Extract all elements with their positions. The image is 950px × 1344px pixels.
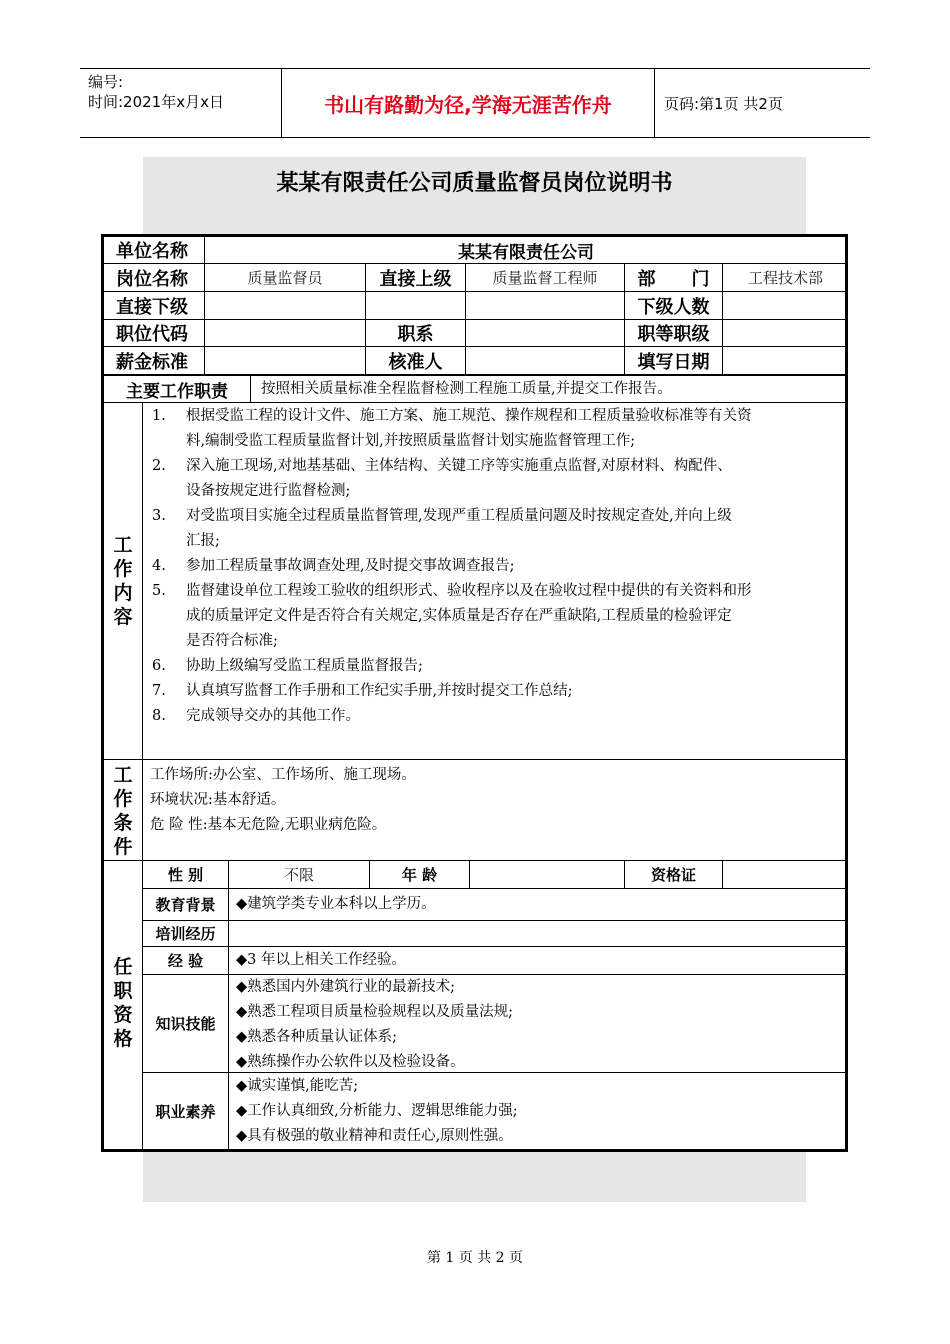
experience-label: 经 验 xyxy=(167,952,204,970)
item-text-line: 汇报; xyxy=(186,533,220,549)
vertical-label-char: 资 xyxy=(113,1004,133,1026)
page-footer: 第 1 页 共 2 页 xyxy=(426,1250,524,1266)
gender-value: 不限 xyxy=(283,866,314,884)
main-duty-label: 主要工作职责 xyxy=(126,381,228,402)
item-text-line: 成的质量评定文件是否符合有关规定,实体质量是否存在严重缺陷,工程质量的检验评定 xyxy=(186,608,732,624)
work-content-list xyxy=(148,404,844,729)
vertical-label-char: 条 xyxy=(113,812,133,834)
work-content-item xyxy=(148,654,844,679)
age-label: 年 龄 xyxy=(401,866,438,884)
vertical-label-char: 任 xyxy=(113,956,133,978)
item-text-line: 认真填写监督工作手册和工作纪实手册,并按时提交工作总结; xyxy=(186,683,573,699)
knowledge-item: ◆熟悉工程项目质量检验规程以及质量法规; xyxy=(236,1004,514,1020)
item-number: 6. xyxy=(152,658,166,674)
superior-label: 直接上级 xyxy=(379,268,452,290)
vertical-label-char: 容 xyxy=(113,606,133,628)
item-text-line: 监督建设单位工程竣工验收的组织形式、验收程序以及在验收过程中提供的有关资料和形 xyxy=(186,583,752,599)
date-label: 填写日期 xyxy=(637,351,710,373)
item-number: 3. xyxy=(152,508,166,524)
superior-value: 质量监督工程师 xyxy=(492,269,598,287)
age-value xyxy=(470,861,624,888)
vertical-label-char: 内 xyxy=(113,582,133,604)
work-conditions-list xyxy=(150,763,840,838)
vertical-label-char: 格 xyxy=(113,1028,133,1050)
knowledge-item: ◆熟悉国内外建筑行业的最新技术; xyxy=(236,979,456,995)
subordinate-value xyxy=(205,292,624,319)
item-text-line: 是否符合标准; xyxy=(186,633,278,649)
rule xyxy=(104,402,848,403)
item-text-line: 完成领导交办的其他工作。 xyxy=(186,708,360,724)
item-text-line: 协助上级编写受监工程质量监督报告; xyxy=(186,658,423,674)
code-value xyxy=(205,320,365,346)
item-text-line: 参加工程质量事故调查处理,及时提交事故调查报告; xyxy=(186,558,515,574)
vertical-label-char: 作 xyxy=(113,788,133,810)
condition-risk: 危 险 性:基本无危险,无职业病危险。 xyxy=(150,817,387,833)
sub-count-label: 下级人数 xyxy=(637,296,710,318)
unit-name-value: 某某有限责任公司 xyxy=(458,242,594,263)
rule xyxy=(104,1149,142,1151)
work-content-label xyxy=(107,533,139,629)
condition-environment: 环境状况:基本舒适。 xyxy=(150,792,286,808)
header-motto: 书山有路勤为径,学海无涯苦作舟 xyxy=(282,69,655,137)
salary-value xyxy=(205,347,365,374)
rule xyxy=(250,376,251,402)
approver-label: 核准人 xyxy=(388,351,443,373)
training-label: 培训经历 xyxy=(155,925,216,943)
unit-name-label: 单位名称 xyxy=(116,241,188,262)
dept-label: 部 门 xyxy=(637,268,710,290)
knowledge-item: ◆熟练操作办公软件以及检验设备。 xyxy=(236,1054,465,1070)
approver-value xyxy=(466,347,624,374)
item-number: 2. xyxy=(152,458,166,474)
work-content-item xyxy=(148,679,844,704)
work-conditions-label xyxy=(107,763,139,859)
subordinate-label: 直接下级 xyxy=(116,296,188,318)
item-number: 8. xyxy=(152,708,166,724)
work-content-item xyxy=(148,704,844,729)
qualification-label xyxy=(107,955,139,1051)
rule xyxy=(228,860,229,1149)
work-content-item xyxy=(148,579,844,654)
quality-item: ◆具有极强的敬业精神和责任心,原则性强。 xyxy=(236,1128,513,1144)
item-text-line: 设备按规定进行监督检测; xyxy=(186,483,351,499)
vertical-label-char: 件 xyxy=(113,836,133,858)
date-value xyxy=(723,347,848,374)
job-description-form xyxy=(101,234,848,1152)
header-meta xyxy=(80,69,282,137)
work-content-item xyxy=(148,504,844,554)
knowledge-item: ◆熟悉各种质量认证体系; xyxy=(236,1029,398,1045)
vertical-label-char: 职 xyxy=(113,980,133,1002)
condition-place: 工作场所:办公室、工作场所、施工现场。 xyxy=(150,767,416,783)
quality-item: ◆诚实谨慎,能吃苦; xyxy=(236,1078,359,1094)
education-label: 教育背景 xyxy=(155,896,216,914)
work-content-item xyxy=(148,404,844,454)
rule xyxy=(104,759,848,760)
quality-list xyxy=(236,1074,836,1149)
vertical-label-char: 工 xyxy=(113,534,133,556)
salary-label: 薪金标准 xyxy=(116,351,188,373)
rule xyxy=(142,920,848,921)
item-text-line: 根据受监工程的设计文件、施工方案、施工规范、操作规程和工程质量验收标准等有关资 xyxy=(186,408,752,424)
cert-value xyxy=(723,861,848,888)
item-number: 1. xyxy=(152,408,166,424)
header-page-info: 页码:第1页 共2页 xyxy=(664,94,783,113)
knowledge-label: 知识技能 xyxy=(155,1015,216,1033)
grade-value xyxy=(723,320,848,346)
work-content-item xyxy=(148,554,844,579)
position-value: 质量监督员 xyxy=(247,269,323,287)
work-content-item xyxy=(148,454,844,504)
doc-number: 编号: xyxy=(88,73,124,91)
item-number: 5. xyxy=(152,583,166,599)
series-value xyxy=(466,320,624,346)
item-number: 4. xyxy=(152,558,166,574)
grade-label: 职等职级 xyxy=(637,324,710,345)
education-value: ◆建筑学类专业本科以上学历。 xyxy=(236,896,436,912)
knowledge-list xyxy=(236,975,836,1075)
sub-count-value xyxy=(723,292,848,319)
series-label: 职系 xyxy=(397,324,434,345)
quality-item: ◆工作认真细致,分析能力、逻辑思维能力强; xyxy=(236,1103,518,1119)
code-label: 职位代码 xyxy=(116,324,188,345)
page-header xyxy=(80,68,870,138)
vertical-label-char: 作 xyxy=(113,558,133,580)
quality-label: 职业素养 xyxy=(155,1102,216,1121)
item-number: 7. xyxy=(152,683,166,699)
cert-label: 资格证 xyxy=(650,866,696,884)
dept-value: 工程技术部 xyxy=(747,269,823,287)
experience-value: ◆3 年以上相关工作经验。 xyxy=(236,952,406,968)
gender-label: 性 别 xyxy=(167,866,204,884)
item-text-line: 料,编制受监工程质量监督计划,并按照质量监督计划实施监督管理工作; xyxy=(186,433,636,449)
item-text-line: 深入施工现场,对地基基础、主体结构、关键工序等实施重点监督,对原材料、构配件、 xyxy=(186,458,732,474)
main-duty-value: 按照相关质量标准全程监督检测工程施工质量,并提交工作报告。 xyxy=(261,380,672,397)
doc-time: 时间:2021年x月x日 xyxy=(88,93,224,111)
item-text-line: 对受监项目实施全过程质量监督管理,发现严重工程质量问题及时按规定查处,并向上级 xyxy=(186,508,732,524)
vertical-label-char: 工 xyxy=(113,764,133,786)
doc-title: 某某有限责任公司质量监督员岗位说明书 xyxy=(276,171,673,196)
position-label: 岗位名称 xyxy=(116,268,188,290)
